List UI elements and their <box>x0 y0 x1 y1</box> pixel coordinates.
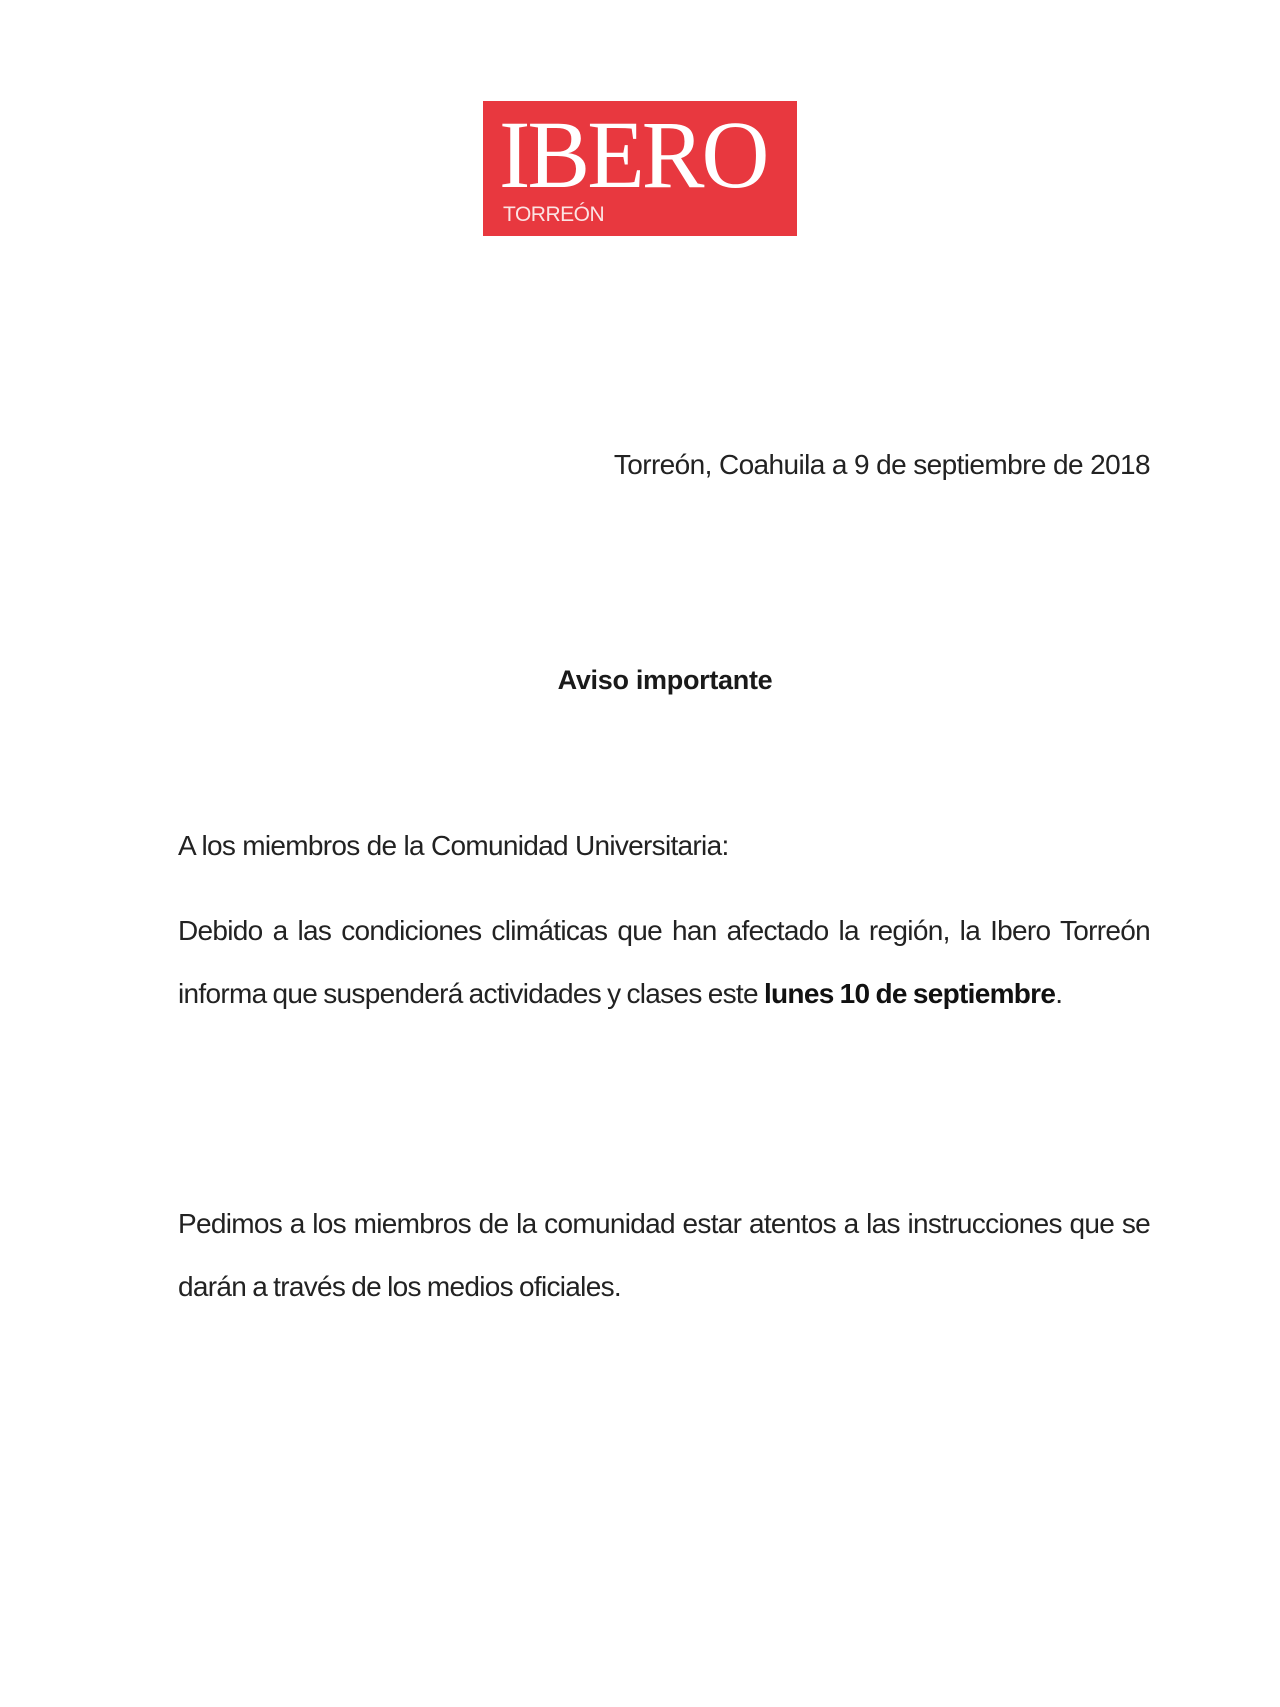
paragraph-suspension <box>178 899 1150 1025</box>
logo-wordmark: IBERO <box>499 101 767 208</box>
paragraph-instructions: Pedimos a los miembros de la comunidad estar atentos a las instrucciones que se darán a través de los medios oficiales. <box>178 1208 1150 1302</box>
paragraph-suspension-text: Debido a las condiciones climáticas que han afectado la región, la Ibero Torreón informa que suspenderá actividades y clases este <box>178 915 1150 1009</box>
date-line: Torreón, Coahuila a 9 de septiembre de 2018 <box>613 449 1150 480</box>
salutation: A los miembros de la Comunidad Universitaria: <box>178 830 729 861</box>
ibero-torreon-logo <box>483 101 797 236</box>
notice-title: Aviso importante <box>557 665 773 695</box>
logo-subtitle: TORREÓN <box>503 203 605 226</box>
suspension-date: lunes 10 de septiembre <box>763 978 1056 1009</box>
paragraph-suspension-end: . <box>1055 978 1063 1009</box>
